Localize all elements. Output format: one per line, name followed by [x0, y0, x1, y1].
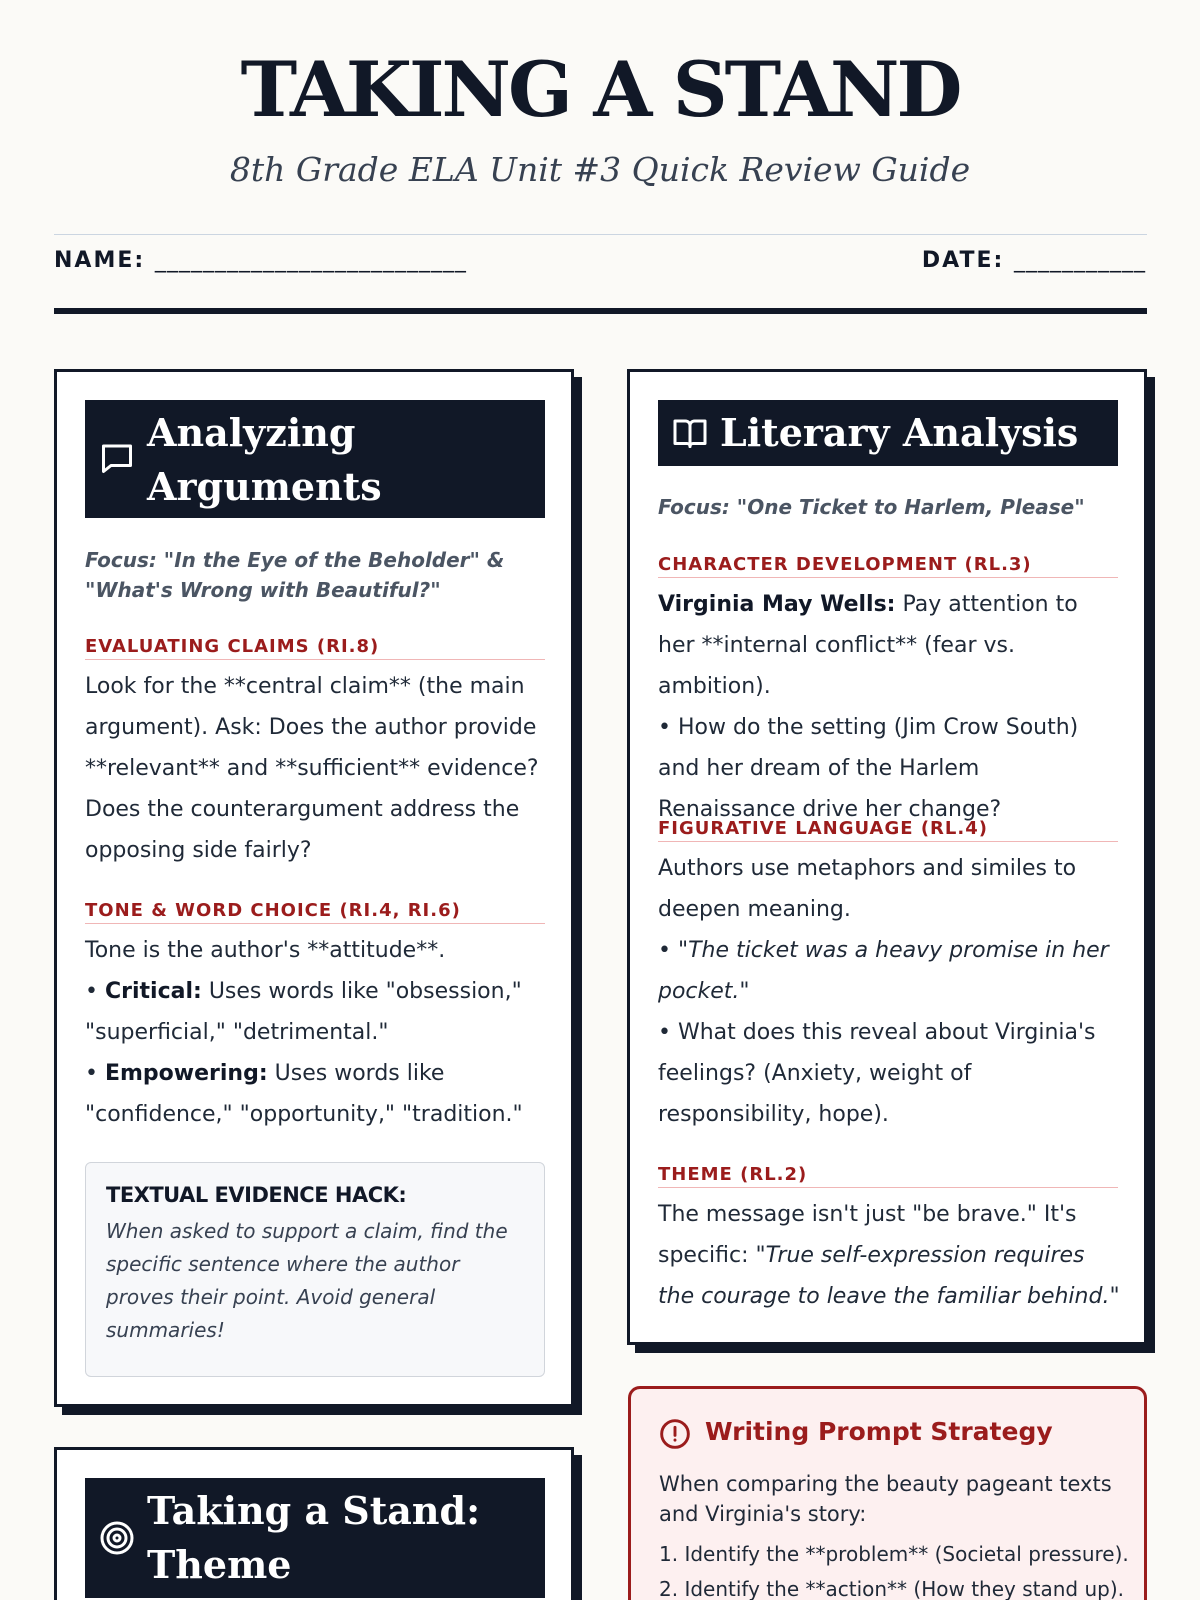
theme-heading: THEME (RL.2)	[658, 1164, 1118, 1188]
hack-text: When asked to support a claim, find the specific sentence where the author proves their point. Avoid general summaries!	[106, 1219, 508, 1342]
tone-empowering-item	[85, 1053, 547, 1135]
fig-quote: "The ticket was a heavy promise in her pocket."	[658, 938, 1109, 1004]
focus-line2: "What's Wrong with Beautiful?"	[85, 578, 441, 602]
name-field[interactable]	[54, 248, 467, 273]
bullet: •	[658, 715, 671, 740]
analyzing-arguments-card	[54, 369, 574, 1407]
evidence-hack-box	[85, 1162, 545, 1377]
prompt-step-1: 1. Identify the **problem** (Societal pressure).	[659, 1542, 1129, 1566]
char-bullet: How do the setting (Jim Crow South) and her dream of the Harlem Renaissance drive her change?	[658, 715, 1079, 822]
critical-label: Critical:	[104, 979, 202, 1004]
hack-title: TEXTUAL EVIDENCE HACK:	[106, 1183, 407, 1207]
critical-text: Uses words like "obsession," "superficial," "detrimental."	[85, 979, 522, 1045]
literary-banner	[658, 400, 1118, 466]
theme-title-line1: Taking a Stand:	[147, 1488, 481, 1533]
analyzing-title-line1: Analyzing	[147, 410, 356, 455]
fig-bullet-item	[658, 1012, 1120, 1135]
char-heading: CHARACTER DEVELOPMENT (RL.3)	[658, 554, 1118, 578]
empowering-text: Uses words like "confidence," "opportunity," "tradition."	[85, 1061, 523, 1127]
focus-line1: Focus: "In the Eye of the Beholder" &	[85, 548, 505, 572]
char-bullet-item	[658, 707, 1120, 830]
prompt-step-2: 2. Identify the **action** (How they stand up).	[659, 1577, 1124, 1600]
literary-focus: Focus: "One Ticket to Harlem, Please"	[658, 495, 1085, 519]
writing-prompt-box	[628, 1386, 1147, 1600]
fig-quote-item	[658, 930, 1120, 1012]
theme-body	[658, 1194, 1124, 1317]
date-label: DATE:	[921, 248, 1005, 273]
literary-title: Literary Analysis	[720, 410, 1079, 455]
target-icon	[99, 1520, 135, 1556]
fig-heading: FIGURATIVE LANGUAGE (RL.4)	[658, 818, 1118, 842]
tone-intro: Tone is the author's **attitude**.	[85, 938, 446, 963]
analyzing-banner	[85, 400, 545, 518]
bullet: •	[658, 1020, 671, 1045]
fig-text: Authors use metaphors and similes to deepen meaning.	[658, 856, 1077, 922]
empowering-label: Empowering:	[104, 1061, 268, 1086]
date-blank: ___________	[1014, 248, 1146, 273]
date-field[interactable]	[922, 248, 1146, 273]
name-label: NAME:	[54, 248, 146, 273]
page-title: TAKING A STAND	[240, 45, 960, 134]
analyzing-title-line2: Arguments	[147, 464, 382, 509]
fig-body	[658, 848, 1120, 1135]
tone-body	[85, 930, 547, 1135]
char-body	[658, 584, 1120, 830]
open-book-icon	[672, 415, 708, 451]
literary-analysis-card	[627, 369, 1147, 1345]
speech-bubble-icon	[99, 440, 135, 476]
analyzing-focus	[85, 545, 545, 605]
header-divider-thick	[54, 308, 1147, 314]
name-blank: __________________________	[154, 248, 467, 273]
prompt-text: When comparing the beauty pageant texts and Virginia's story:	[659, 1472, 1112, 1526]
char-name: Virginia May Wells:	[658, 592, 896, 617]
tone-critical-item	[85, 971, 547, 1053]
theme-title-line2: Theme	[147, 1542, 292, 1587]
bullet: •	[85, 979, 98, 1004]
bullet: •	[658, 938, 671, 963]
alert-circle-icon	[659, 1418, 691, 1450]
header-divider-thin	[54, 234, 1147, 235]
bullet: •	[85, 1061, 98, 1086]
theme-text: The message isn't just "be brave." It's specific:	[658, 1202, 1077, 1268]
prompt-title: Writing Prompt Strategy	[705, 1417, 1053, 1446]
theme-banner	[85, 1478, 545, 1598]
char-text: Pay attention to her **internal conflict** (fear vs. ambition).	[658, 592, 1078, 699]
page-subtitle: 8th Grade ELA Unit #3 Quick Review Guide	[229, 150, 971, 189]
claims-text: Look for the **central claim** (the main argument). Ask: Does the author provide **relevant** and **sufficient** evidence? Does the counterargument address the opposing side fairly?	[85, 674, 539, 863]
claims-heading: EVALUATING CLAIMS (RI.8)	[85, 636, 545, 660]
fig-bullet: What does this reveal about Virginia's feelings? (Anxiety, weight of responsibility, hope).	[658, 1020, 1096, 1127]
char-intro	[658, 584, 1120, 707]
theme-quote: "True self-expression requires the courage to leave the familiar behind."	[658, 1243, 1120, 1309]
tone-heading: TONE & WORD CHOICE (RI.4, RI.6)	[85, 900, 545, 924]
theme-card	[54, 1447, 574, 1600]
